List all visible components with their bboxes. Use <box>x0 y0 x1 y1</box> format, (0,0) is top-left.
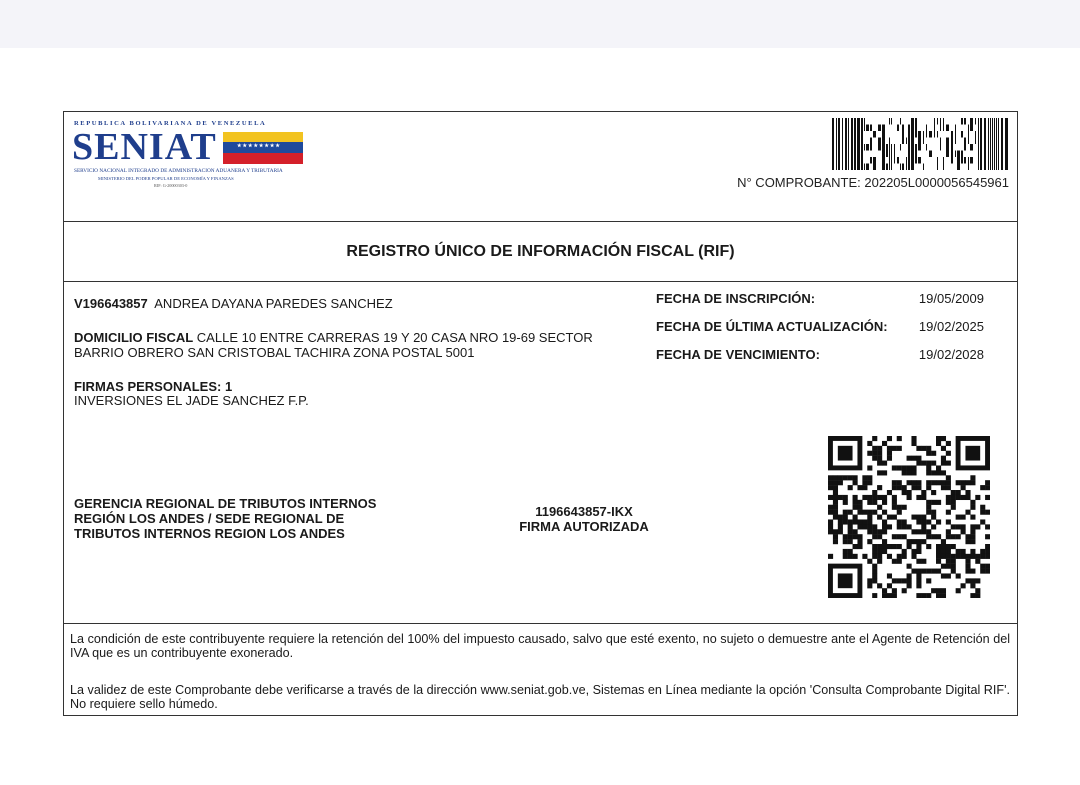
firma-label: FIRMA AUTORIZADA <box>519 519 649 534</box>
venezuela-flag-icon: ★★★★★★★★ <box>223 132 303 164</box>
title-section <box>64 222 1017 282</box>
retention-notice: La condición de este contribuyente requiere la retención del 100% del impuesto causado, salvo que esté exento, no sujeto o demuestre ante el Agente de Retención del IVA que es un contribuyente exonerado. <box>70 632 1010 660</box>
inscripcion-value: 19/05/2009 <box>918 291 984 306</box>
rif-certificate <box>63 111 1018 716</box>
page-title: REGISTRO ÚNICO DE INFORMACIÓN FISCAL (RIF) <box>346 243 735 260</box>
domicilio-value-2: BARRIO OBRERO SAN CRISTOBAL TACHIRA ZONA POSTAL 5001 <box>74 345 475 360</box>
qr-code-icon <box>828 436 990 598</box>
logo-country-text: REPUBLICA BOLIVARIANA DE VENEZUELA <box>74 120 267 127</box>
taxpayer-rif: V196643857 <box>74 296 148 311</box>
taxpayer-id-line <box>74 296 393 311</box>
logo-wordmark: SENIAT <box>72 126 217 168</box>
firmas-label: FIRMAS PERSONALES: 1 <box>74 379 233 394</box>
taxpayer-name: ANDREA DAYANA PAREDES SANCHEZ <box>154 296 393 311</box>
logo-ministry: MINISTERIO DEL PODER POPULAR DE ECONOMÍA Y FINANZAS <box>98 176 234 181</box>
gerencia-line-2: REGIÓN LOS ANDES / SEDE REGIONAL DE <box>74 511 345 526</box>
viewer-top-bar <box>0 0 1080 48</box>
firma-code: 1196643857-IKX <box>535 504 633 519</box>
certificate-header <box>64 112 1017 222</box>
firmas-value: INVERSIONES EL JADE SANCHEZ F.P. <box>74 393 309 408</box>
actualizacion-label: FECHA DE ÚLTIMA ACTUALIZACIÓN: <box>656 319 888 334</box>
pdf417-barcode-icon <box>832 118 1010 170</box>
taxpayer-section <box>64 282 1017 624</box>
seniat-logo <box>72 118 307 188</box>
vencimiento-label: FECHA DE VENCIMIENTO: <box>656 347 820 362</box>
domicilio-label: DOMICILIO FISCAL <box>74 330 194 345</box>
domicilio-value-1: CALLE 10 ENTRE CARRERAS 19 Y 20 CASA NRO 19-69 SECTOR <box>196 330 593 345</box>
gerencia-line-1: GERENCIA REGIONAL DE TRIBUTOS INTERNOS <box>74 496 377 511</box>
actualizacion-value: 19/02/2025 <box>918 319 984 334</box>
gerencia-line-3: TRIBUTOS INTERNOS REGION LOS ANDES <box>74 526 345 541</box>
inscripcion-label: FECHA DE INSCRIPCIÓN: <box>656 291 816 306</box>
comprobante-number: N° COMPROBANTE: 202205L0000056545961 <box>737 175 1009 190</box>
domicilio-line-1 <box>74 330 593 345</box>
logo-subtitle: SERVICIO NACIONAL INTEGRADO DE ADMINISTRACION ADUANERA Y TRIBUTARIA <box>74 168 283 174</box>
vencimiento-value: 19/02/2028 <box>918 347 984 362</box>
logo-rif: RIF: G-20000303-0 <box>154 183 188 188</box>
footer-section <box>64 624 1017 717</box>
validity-notice: La validez de este Comprobante debe verificarse a través de la dirección www.seniat.gob.ve, Sistemas en Línea mediante la opción 'Consulta Comprobante Digital RIF'. No requiere sello húmedo. <box>70 683 1010 711</box>
